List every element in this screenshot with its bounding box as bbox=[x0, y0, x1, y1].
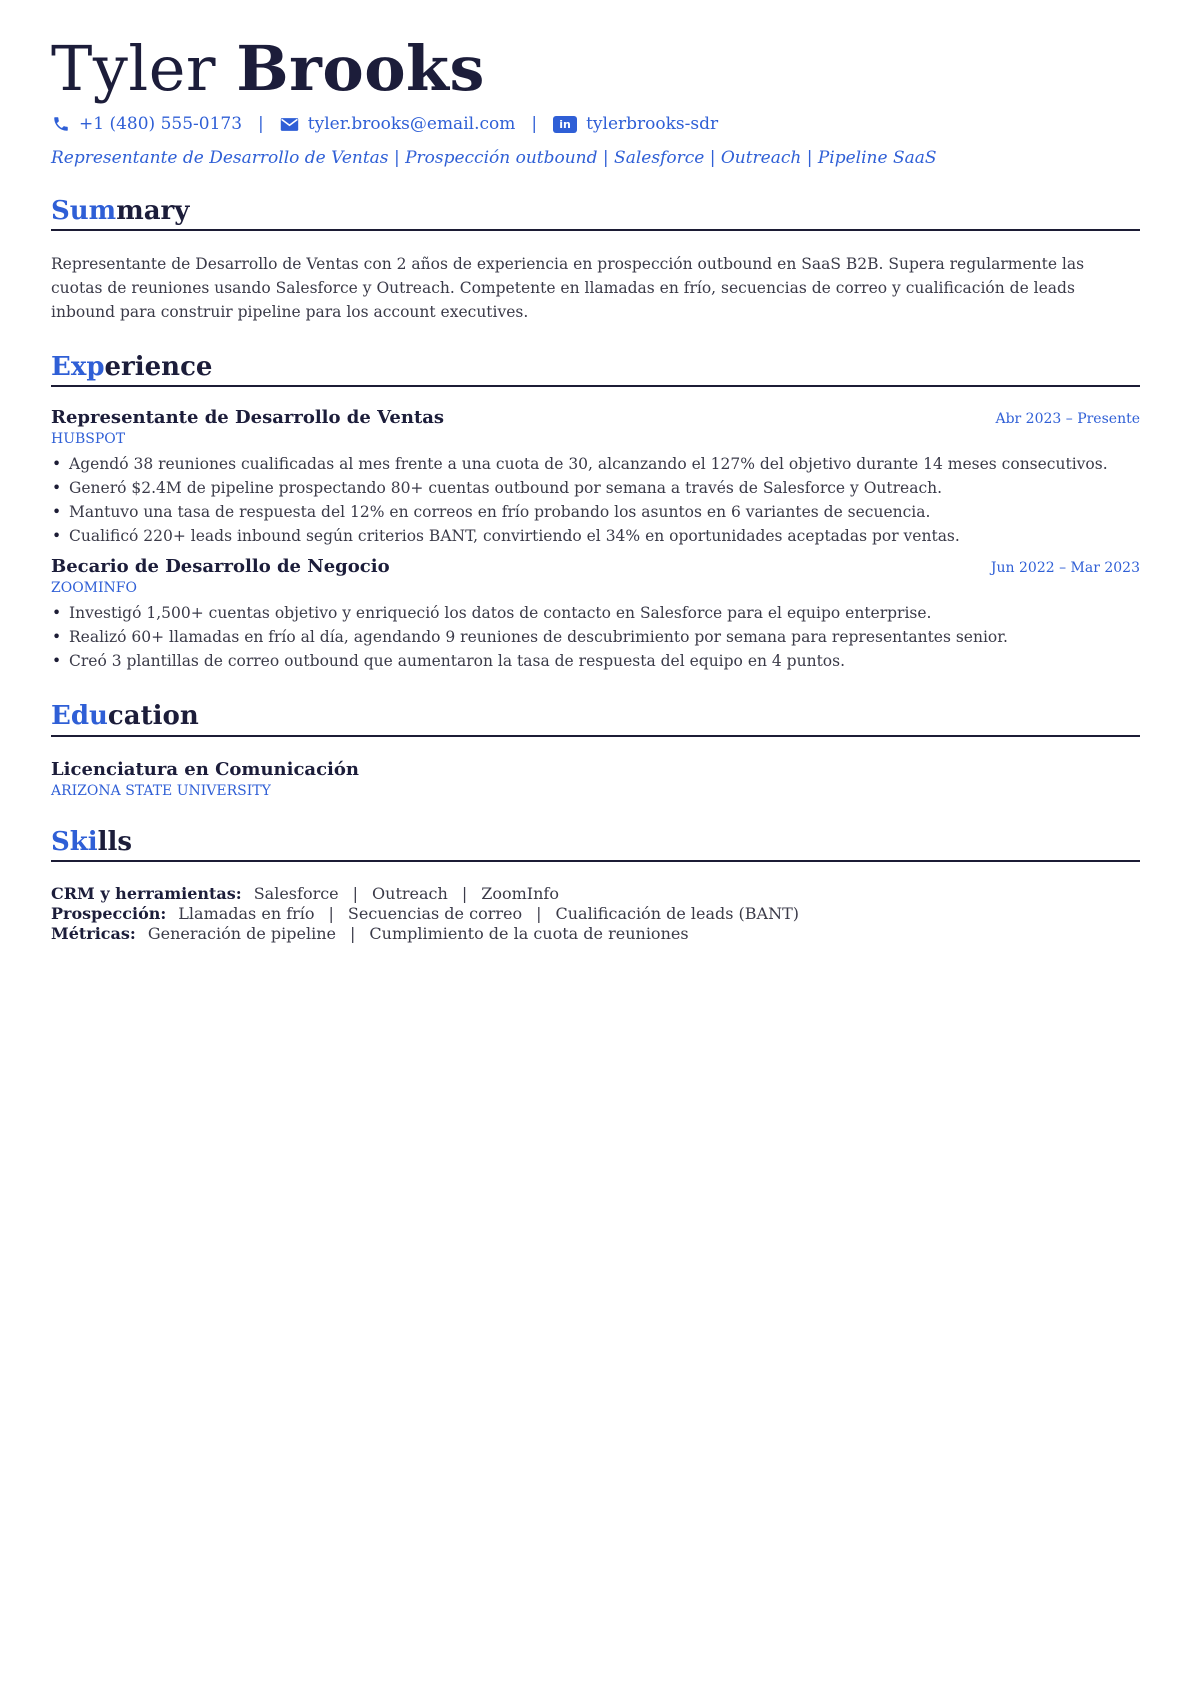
linkedin-handle: tylerbrooks-sdr bbox=[586, 114, 719, 134]
summary-text: Representante de Desarrollo de Ventas con 2 años de experiencia en prospección outbound en SaaS B2B. Supera regularmente las cuotas de reuniones usando Salesforce y Outreach. Competente en llamadas en frío, secuencias de correo y cualificación de leads inbound para construir pipeline para los account executives. bbox=[51, 255, 1085, 322]
title-accent: Sum bbox=[51, 196, 117, 226]
job-dates: Jun 2022 – Mar 2023 bbox=[990, 560, 1140, 577]
first-name: Tyler bbox=[51, 32, 217, 105]
achievement-item: • Mantuvo una tasa de respuesta del 12% en correos en frío probando los asuntos en 6 variantes de secuencia. bbox=[51, 500, 1140, 524]
title-accent: Edu bbox=[51, 701, 108, 732]
section-title-experience bbox=[51, 352, 1140, 387]
skills-section bbox=[51, 827, 1140, 944]
title-rest: erience bbox=[104, 352, 213, 383]
achievement-item: • Realizó 60+ llamadas en frío al día, agendando 9 reuniones de descubrimiento por semana para representantes senior. bbox=[51, 625, 1140, 649]
skill-separator: | bbox=[536, 903, 542, 923]
phone-icon bbox=[51, 115, 70, 134]
company-name: ZOOMINFO bbox=[51, 580, 137, 597]
achievement-item: • Creó 3 plantillas de correo outbound que aumentaron la tasa de respuesta del equipo en 4 puntos. bbox=[51, 649, 1140, 673]
skill-row bbox=[51, 884, 1140, 904]
achievement-item: • Agendó 38 reuniones cualificadas al mes frente a una cuota de 30, alcanzando el 127% del objetivo durante 14 meses consecutivos. bbox=[51, 452, 1140, 476]
achievement-item: • Cualificó 220+ leads inbound según criterios BANT, convirtiendo el 34% en oportunidades aceptadas por ventas. bbox=[51, 524, 1140, 548]
title-rest: mary bbox=[116, 196, 190, 226]
job-entry bbox=[51, 407, 1140, 548]
job-dates: Abr 2023 – Presente bbox=[995, 411, 1140, 428]
job-header bbox=[51, 556, 1140, 577]
skill-category: Métricas: bbox=[51, 923, 136, 943]
experience-section bbox=[51, 352, 1140, 673]
achievement-list bbox=[51, 601, 1140, 673]
skill-row bbox=[51, 904, 1140, 924]
skill-item: Outreach bbox=[372, 883, 448, 903]
skill-item: Secuencias de correo bbox=[347, 903, 523, 923]
contact-bar bbox=[51, 114, 1140, 134]
phone-contact[interactable] bbox=[51, 114, 242, 134]
degree-name: Licenciatura en Comunicación bbox=[51, 758, 359, 780]
skill-separator: | bbox=[461, 883, 468, 903]
envelope-icon bbox=[280, 115, 299, 134]
title-rest: cation bbox=[107, 701, 199, 732]
skill-item: Salesforce bbox=[253, 883, 339, 903]
section-title-skills bbox=[51, 827, 1140, 862]
summary-section bbox=[51, 196, 1140, 324]
job-header bbox=[51, 407, 1140, 428]
skill-item: Generación de pipeline bbox=[147, 923, 336, 943]
achievement-item: • Investigó 1,500+ cuentas objetivo y enriqueció los datos de contacto en Salesforce para el equipo enterprise. bbox=[51, 601, 1140, 625]
section-title-education bbox=[51, 701, 1140, 736]
skill-row bbox=[51, 924, 1140, 944]
email-address: tyler.brooks@email.com bbox=[307, 114, 516, 134]
linkedin-icon: in bbox=[553, 116, 577, 133]
job-title: Representante de Desarrollo de Ventas bbox=[51, 407, 445, 429]
phone-number: +1 (480) 555-0173 bbox=[79, 114, 243, 134]
job-entry bbox=[51, 556, 1140, 673]
section-title-summary bbox=[51, 196, 1140, 231]
candidate-name bbox=[51, 32, 1140, 105]
education-entry bbox=[51, 759, 1140, 799]
skill-separator: | bbox=[352, 883, 359, 903]
title-rest: lls bbox=[97, 826, 133, 857]
skills-list bbox=[51, 884, 1140, 944]
last-name: Brooks bbox=[236, 32, 485, 105]
skill-item: Cumplimiento de la cuota de reuniones bbox=[369, 923, 689, 943]
skill-item: ZoomInfo bbox=[481, 883, 559, 903]
contact-separator: | bbox=[258, 114, 264, 134]
title-accent: Ski bbox=[51, 826, 98, 857]
achievement-item: • Generó $2.4M de pipeline prospectando 80+ cuentas outbound por semana a través de Salesforce y Outreach. bbox=[51, 476, 1140, 500]
achievement-list bbox=[51, 452, 1140, 548]
skill-separator: | bbox=[328, 903, 334, 923]
title-accent: Exp bbox=[51, 352, 105, 383]
company-name: HUBSPOT bbox=[51, 431, 126, 448]
skill-separator: | bbox=[350, 923, 356, 943]
email-contact[interactable] bbox=[280, 114, 516, 134]
professional-headline: Representante de Desarrollo de Ventas | Prospección outbound | Salesforce | Outreach | Pipeline SaaS bbox=[51, 148, 937, 168]
job-title: Becario de Desarrollo de Negocio bbox=[51, 556, 390, 578]
education-section bbox=[51, 701, 1140, 798]
skill-item: Cualificación de leads (BANT) bbox=[555, 903, 800, 923]
skill-category: Prospección: bbox=[51, 903, 167, 923]
skill-category: CRM y herramientas: bbox=[51, 883, 242, 903]
skill-item: Llamadas en frío bbox=[178, 903, 315, 923]
linkedin-contact[interactable] bbox=[553, 114, 718, 134]
school-name: ARIZONA STATE UNIVERSITY bbox=[51, 782, 271, 799]
contact-separator: | bbox=[531, 114, 538, 134]
